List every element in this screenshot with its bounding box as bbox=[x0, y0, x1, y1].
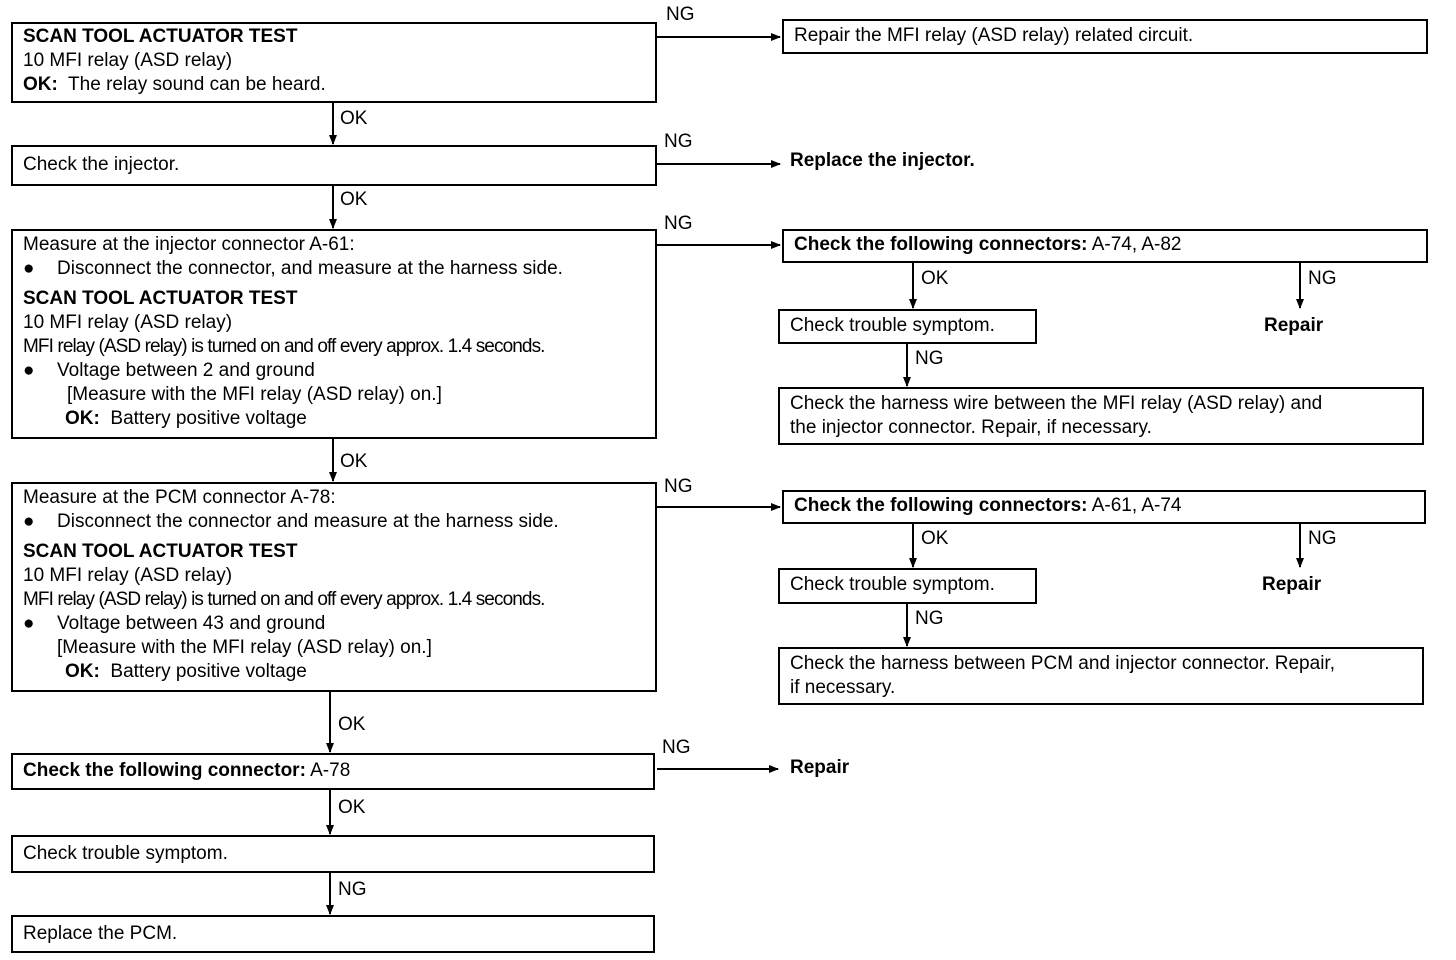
step3-relay: 10 MFI relay (ASD relay) bbox=[23, 312, 233, 333]
label-ng: NG bbox=[664, 131, 693, 152]
label-ok: OK bbox=[340, 189, 368, 210]
r2-harness-box bbox=[778, 647, 1424, 705]
step5-ng-repair: Repair bbox=[790, 757, 850, 778]
r1-check-connectors-box bbox=[782, 229, 1428, 263]
bullet-icon: ● bbox=[23, 613, 35, 634]
r2-check-connectors: Check the following connectors: A-61, A-74 bbox=[794, 495, 1182, 516]
step1-relay: 10 MFI relay (ASD relay) bbox=[23, 50, 233, 71]
step7-replace-pcm: Replace the PCM. bbox=[23, 923, 178, 944]
label-ok: OK bbox=[340, 108, 368, 129]
label-ng: NG bbox=[664, 476, 693, 497]
step3-relay-cycle: MFI relay (ASD relay) is turned on and off every approx. 1.4 seconds. bbox=[23, 336, 545, 357]
step3-injector-connector-box bbox=[11, 229, 657, 439]
r2-symptom: Check trouble symptom. bbox=[790, 574, 995, 595]
r1-repair: Repair bbox=[1264, 315, 1324, 336]
r1-harness-l1: Check the harness wire between the MFI relay (ASD relay) and bbox=[790, 393, 1323, 414]
label-ok: OK bbox=[340, 451, 368, 472]
step4-relay-cycle: MFI relay (ASD relay) is turned on and off every approx. 1.4 seconds. bbox=[23, 589, 545, 610]
r2-check-connectors-box bbox=[782, 490, 1426, 524]
step4-relay: 10 MFI relay (ASD relay) bbox=[23, 565, 233, 586]
bullet-icon: ● bbox=[23, 258, 35, 279]
label-ok: OK bbox=[338, 714, 366, 735]
step4-ok-line: OK: Battery positive voltage bbox=[65, 661, 307, 682]
step3-measure-note: [Measure with the MFI relay (ASD relay) on.] bbox=[67, 384, 442, 405]
label-ng: NG bbox=[915, 608, 944, 629]
step4-measure-note: [Measure with the MFI relay (ASD relay) on.] bbox=[57, 637, 432, 658]
step3-disconnect: ● Disconnect the connector, and measure at the harness side. bbox=[23, 258, 563, 279]
step3-voltage: ● Voltage between 2 and ground bbox=[23, 360, 315, 381]
step1-ok-line bbox=[23, 73, 645, 97]
step6-symptom-box bbox=[11, 835, 655, 873]
r2-harness-l2: if necessary. bbox=[790, 677, 896, 698]
r1-check-connectors: Check the following connectors: A-74, A-82 bbox=[794, 234, 1182, 255]
step1-ng-box bbox=[782, 19, 1428, 54]
r1-symptom-box bbox=[778, 309, 1037, 344]
label-ok: OK bbox=[338, 797, 366, 818]
step5-check-connector: Check the following connector: A-78 bbox=[23, 760, 351, 781]
step4-title: SCAN TOOL ACTUATOR TEST bbox=[23, 541, 298, 562]
step3-title: SCAN TOOL ACTUATOR TEST bbox=[23, 288, 298, 309]
step1-ok-prefix: OK: bbox=[23, 74, 58, 95]
r2-harness-l1: Check the harness between PCM and injector connector. Repair, bbox=[790, 653, 1335, 674]
r1-harness-l2: the injector connector. Repair, if necessary. bbox=[790, 417, 1152, 438]
r1-harness-box bbox=[778, 387, 1424, 445]
step3-ok-line: OK: Battery positive voltage bbox=[65, 408, 307, 429]
step1-title: SCAN TOOL ACTUATOR TEST bbox=[23, 26, 298, 47]
r2-symptom-box bbox=[778, 568, 1037, 604]
step2-ng-text: Replace the injector. bbox=[790, 150, 975, 171]
step4-voltage: ● Voltage between 43 and ground bbox=[23, 613, 326, 634]
r2-repair: Repair bbox=[1262, 574, 1322, 595]
label-ng: NG bbox=[664, 213, 693, 234]
step6-symptom: Check trouble symptom. bbox=[23, 843, 228, 864]
step1-ng-text: Repair the MFI relay (ASD relay) related circuit. bbox=[794, 25, 1194, 46]
bullet-icon: ● bbox=[23, 360, 35, 381]
step2-check-injector-box bbox=[11, 145, 657, 186]
label-ok: OK bbox=[921, 268, 949, 289]
label-ng: NG bbox=[1308, 528, 1337, 549]
step4-pcm-connector-box bbox=[11, 482, 657, 692]
label-ok: OK bbox=[921, 528, 949, 549]
step5-check-connector-box bbox=[11, 753, 655, 790]
label-ng: NG bbox=[338, 879, 367, 900]
step3-measure: Measure at the injector connector A-61: bbox=[23, 234, 355, 255]
label-ng: NG bbox=[666, 4, 695, 25]
step4-disconnect: ● Disconnect the connector and measure at the harness side. bbox=[23, 511, 559, 532]
label-ng: NG bbox=[915, 348, 944, 369]
step2-text: Check the injector. bbox=[23, 154, 180, 175]
r1-symptom: Check trouble symptom. bbox=[790, 315, 995, 336]
label-ng: NG bbox=[662, 737, 691, 758]
bullet-icon: ● bbox=[23, 511, 35, 532]
step1-ok-text: The relay sound can be heard. bbox=[68, 74, 326, 95]
label-ng: NG bbox=[1308, 268, 1337, 289]
step4-measure: Measure at the PCM connector A-78: bbox=[23, 487, 336, 508]
step7-replace-pcm-box bbox=[11, 915, 655, 953]
step1-actuator-test-box bbox=[11, 22, 657, 103]
